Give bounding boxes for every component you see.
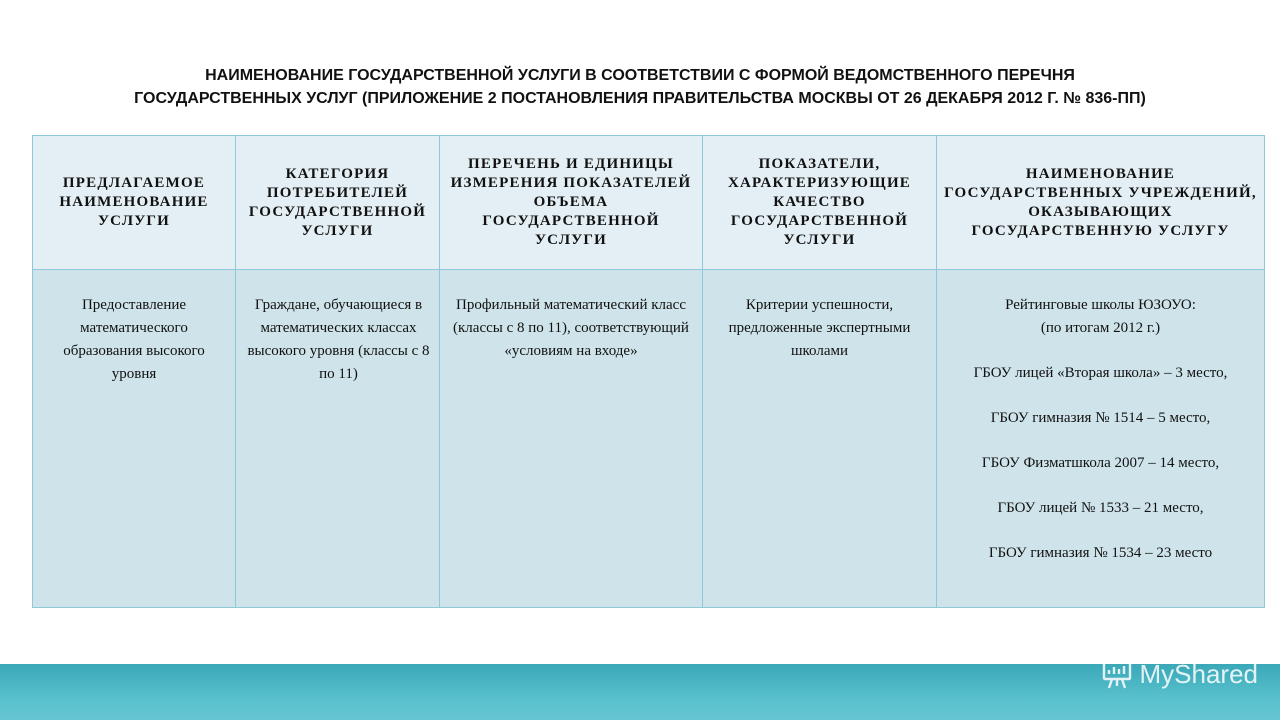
- header-quality: ПОКАЗАТЕЛИ, ХАРАКТЕРИЗУЮЩИЕ КАЧЕСТВО ГОСУДАРСТВЕННОЙ УСЛУГИ: [703, 136, 937, 270]
- school-item: ГБОУ гимназия № 1514 – 5 место,: [990, 410, 1211, 426]
- cell-quality: Критерии успешности, предложенные экспертными школами: [703, 270, 937, 608]
- school-item: ГБОУ гимназия № 1534 – 23 место: [988, 545, 1213, 561]
- table-row: [33, 270, 1265, 608]
- cell-volume: Профильный математический класс (классы с 8 по 11), соответствующий «условиям на входе»: [440, 270, 703, 608]
- school-item: ГБОУ лицей «Вторая школа» – 3 место,: [973, 365, 1228, 381]
- page-title: [40, 64, 1240, 110]
- institutions-intro-line-1: Рейтинговые школы ЮЗОУО:: [1005, 297, 1196, 313]
- presentation-board-icon: [1100, 657, 1134, 691]
- header-volume: ПЕРЕЧЕНЬ И ЕДИНИЦЫ ИЗМЕРЕНИЯ ПОКАЗАТЕЛЕЙ ОБЪЕМА ГОСУДАРСТВЕННОЙ УСЛУГИ: [440, 136, 703, 270]
- page-title-line-2: ГОСУДАРСТВЕННЫХ УСЛУГ (ПРИЛОЖЕНИЕ 2 ПОСТАНОВЛЕНИЯ ПРАВИТЕЛЬСТВА МОСКВЫ ОТ 26 ДЕКАБРЯ 2012 Г. № 836-ПП): [134, 90, 1146, 107]
- header-institutions: НАИМЕНОВАНИЕ ГОСУДАРСТВЕННЫХ УЧРЕЖДЕНИЙ, ОКАЗЫВАЮЩИХ ГОСУДАРСТВЕННУЮ УСЛУГУ: [937, 136, 1265, 270]
- table-header-row: [33, 136, 1265, 270]
- watermark: [1100, 657, 1259, 691]
- institutions-intro-line-2: (по итогам 2012 г.): [1040, 320, 1161, 336]
- cell-institutions: [937, 270, 1265, 608]
- services-table: [32, 135, 1265, 608]
- cell-service-name: Предоставление математического образования высокого уровня: [33, 270, 236, 608]
- cell-consumers: Граждане, обучающиеся в математических классах высокого уровня (классы с 8 по 11): [236, 270, 440, 608]
- page-title-line-1: НАИМЕНОВАНИЕ ГОСУДАРСТВЕННОЙ УСЛУГИ В СООТВЕТСТВИИ С ФОРМОЙ ВЕДОМСТВЕННОГО ПЕРЕЧНЯ: [205, 67, 1075, 84]
- school-item: ГБОУ лицей № 1533 – 21 место,: [997, 500, 1204, 516]
- footer-bar: [0, 664, 1280, 720]
- header-service-name: ПРЕДЛАГАЕМОЕ НАИМЕНОВАНИЕ УСЛУГИ: [33, 136, 236, 270]
- header-consumers: КАТЕГОРИЯ ПОТРЕБИТЕЛЕЙ ГОСУДАРСТВЕННОЙ УСЛУГИ: [236, 136, 440, 270]
- watermark-text: MyShared: [1139, 658, 1258, 689]
- school-item: ГБОУ Физматшкола 2007 – 14 место,: [981, 455, 1220, 471]
- institutions-intro: [939, 294, 1262, 340]
